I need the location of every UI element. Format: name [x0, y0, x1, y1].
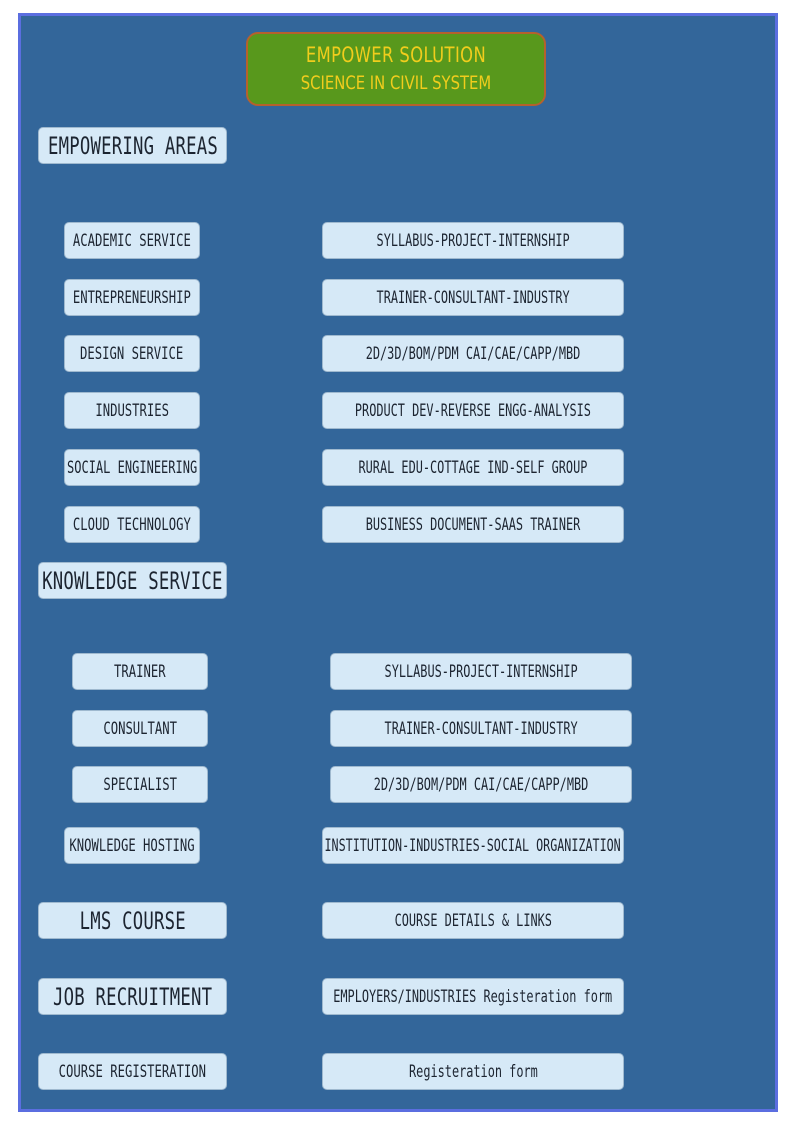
course-details-links-button[interactable] — [322, 902, 624, 939]
knowledge-hosting-button[interactable] — [64, 827, 200, 864]
registration-form-button[interactable] — [322, 1053, 624, 1090]
job-recruitment-button[interactable] — [38, 978, 227, 1015]
button-label: KNOWLEDGE HOSTING — [69, 835, 195, 856]
area-social-engineering-detail-button[interactable] — [322, 449, 624, 486]
knowledge-consultant-button[interactable] — [72, 710, 208, 747]
area-cloud-technology-button[interactable] — [64, 506, 200, 543]
button-label: SPECIALIST — [103, 774, 177, 795]
knowledge-trainer-button[interactable] — [72, 653, 208, 690]
button-label: INDUSTRIES — [95, 400, 169, 421]
button-label: CONSULTANT — [103, 718, 177, 739]
heading-empowering-areas — [38, 127, 227, 164]
area-social-engineering-button[interactable] — [64, 449, 200, 486]
button-label: DESIGN SERVICE — [80, 343, 184, 364]
area-industries-button[interactable] — [64, 392, 200, 429]
area-academic-service-button[interactable] — [64, 222, 200, 259]
title-line-2: SCIENCE IN CIVIL SYSTEM — [300, 72, 492, 94]
button-label: COURSE DETAILS & LINKS — [394, 911, 552, 930]
button-label: ENTREPRENEURSHIP — [73, 287, 191, 308]
button-label: TRAINER-CONSULTANT-INDUSTRY — [376, 288, 570, 307]
knowledge-trainer-detail-button[interactable] — [330, 653, 632, 690]
button-label: BUSINESS DOCUMENT-SAAS TRAINER — [365, 515, 581, 534]
button-label: 2D/3D/BOM/PDM CAI/CAE/CAPP/MBD — [365, 344, 581, 363]
employers-registration-form-button[interactable] — [322, 978, 624, 1015]
button-label: TRAINER-CONSULTANT-INDUSTRY — [384, 719, 578, 738]
lms-course-button[interactable] — [38, 902, 227, 939]
area-entrepreneurship-detail-button[interactable] — [322, 279, 624, 316]
area-design-service-button[interactable] — [64, 335, 200, 372]
area-cloud-technology-detail-button[interactable] — [322, 506, 624, 543]
heading-knowledge-service — [38, 562, 227, 599]
button-label: 2D/3D/BOM/PDM CAI/CAE/CAPP/MBD — [373, 775, 589, 794]
heading-label: EMPOWERING AREAS — [47, 131, 218, 160]
area-design-service-detail-button[interactable] — [322, 335, 624, 372]
title-banner — [246, 32, 546, 106]
button-label: LMS COURSE — [79, 906, 186, 935]
button-label: EMPLOYERS/INDUSTRIES Registeration form — [333, 987, 613, 1006]
title-line-1: EMPOWER SOLUTION — [305, 43, 487, 67]
button-label: SYLLABUS-PROJECT-INTERNSHIP — [384, 662, 578, 681]
button-label: COURSE REGISTERATION — [58, 1061, 207, 1082]
button-label: CLOUD TECHNOLOGY — [73, 514, 191, 535]
heading-label: KNOWLEDGE SERVICE — [42, 566, 223, 595]
knowledge-hosting-detail-button[interactable] — [322, 827, 624, 864]
button-label: Registeration form — [408, 1062, 538, 1081]
button-label: SYLLABUS-PROJECT-INTERNSHIP — [376, 231, 570, 250]
button-label: RURAL EDU-COTTAGE IND-SELF GROUP — [358, 458, 588, 477]
button-label: PRODUCT DEV-REVERSE ENGG-ANALYSIS — [354, 401, 592, 420]
button-label: JOB RECRUITMENT — [52, 982, 213, 1011]
knowledge-specialist-button[interactable] — [72, 766, 208, 803]
button-label: INSTITUTION-INDUSTRIES-SOCIAL ORGANIZATION — [324, 836, 622, 855]
button-label: SOCIAL ENGINEERING — [66, 457, 198, 478]
button-label: ACADEMIC SERVICE — [73, 230, 191, 251]
area-industries-detail-button[interactable] — [322, 392, 624, 429]
knowledge-consultant-detail-button[interactable] — [330, 710, 632, 747]
knowledge-specialist-detail-button[interactable] — [330, 766, 632, 803]
area-entrepreneurship-button[interactable] — [64, 279, 200, 316]
button-label: TRAINER — [114, 661, 166, 682]
course-registration-button[interactable] — [38, 1053, 227, 1090]
area-academic-service-detail-button[interactable] — [322, 222, 624, 259]
